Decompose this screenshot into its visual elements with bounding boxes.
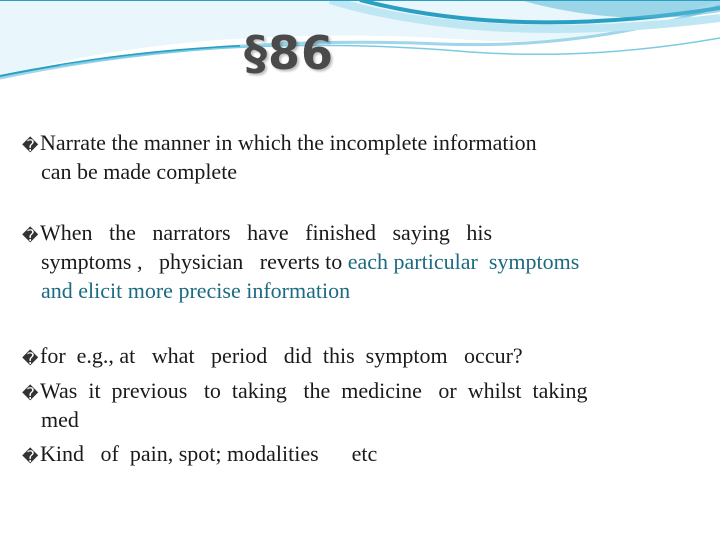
bullet-glyph-icon: � [22, 384, 39, 403]
slide-title: §86 [244, 26, 335, 80]
highlighted-text: and elicit more precise information [41, 278, 351, 303]
header-swoosh-decoration [0, 0, 720, 110]
bullet-text-line: When the narrators have finished saying his [40, 220, 493, 245]
bullet-glyph-icon: � [22, 349, 39, 368]
bullet-text-line: Was it previous to taking the medicine or whilst taking [40, 378, 588, 403]
highlighted-text: each particular symptoms [347, 249, 580, 274]
bullet-glyph-icon: � [22, 136, 39, 155]
bullet-item [22, 376, 588, 434]
bullet-item [22, 439, 377, 468]
bullet-text-line: Kind of pain, spot; modalities etc [40, 441, 378, 466]
bullet-text-line: symptoms , physician reverts to [41, 249, 348, 274]
bullet-item [22, 218, 579, 305]
bullet-text-line: for e.g., at what period did this symptom occur? [40, 343, 523, 368]
bullet-glyph-icon: � [22, 226, 39, 245]
bullet-text-line: Narrate the manner in which the incomplete information [40, 130, 537, 155]
bullet-glyph-icon: � [22, 447, 39, 466]
bullet-item [22, 128, 537, 186]
bullet-text-line: med [41, 407, 79, 432]
bullet-item [22, 341, 523, 370]
bullet-text-line: can be made complete [41, 159, 238, 184]
